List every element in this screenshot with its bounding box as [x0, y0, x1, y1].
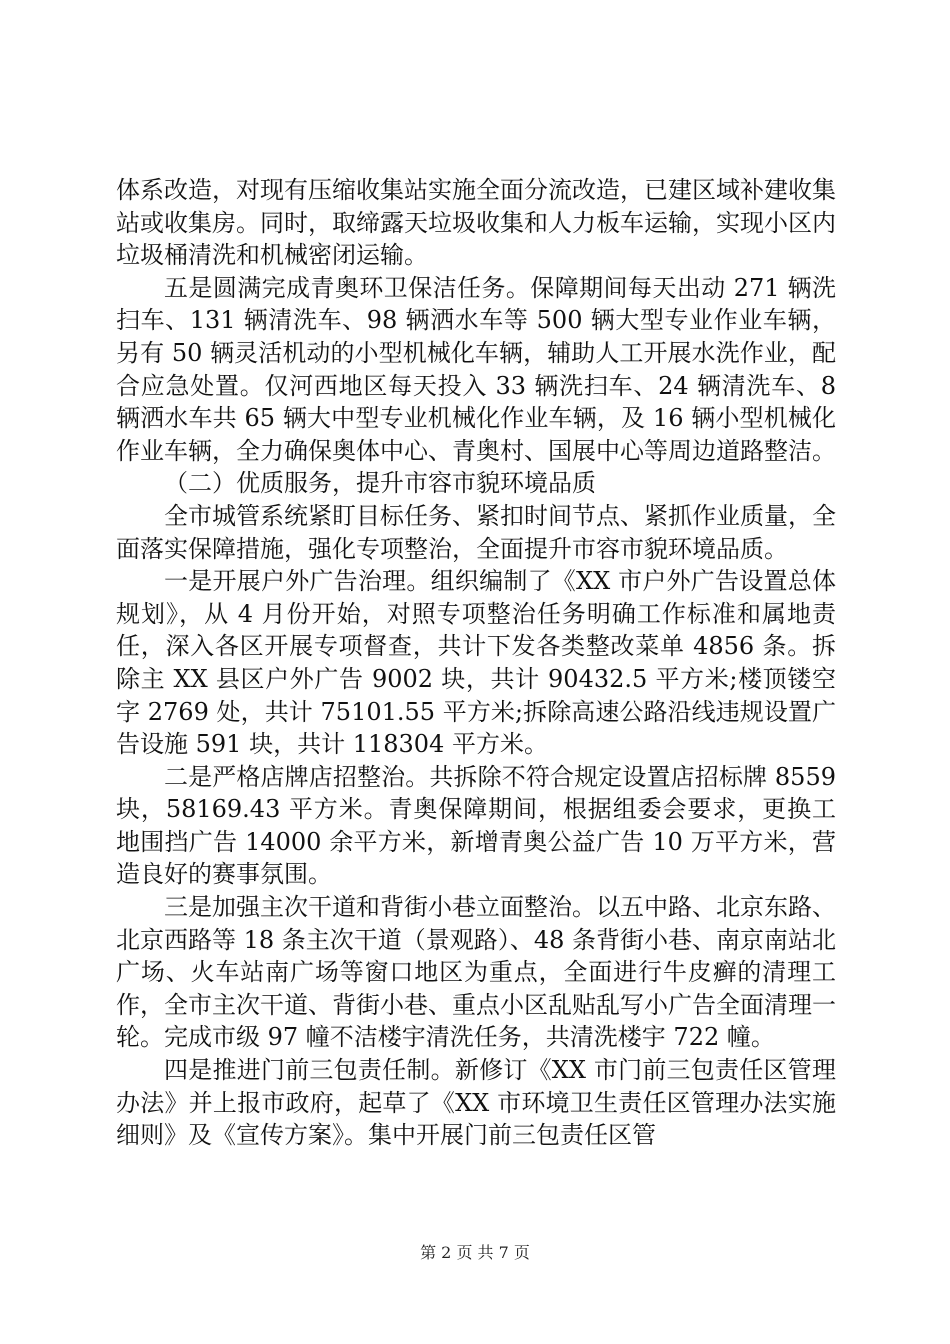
paragraph-2: 五是圆满完成青奥环卫保洁任务。保障期间每天出动 271 辆洗扫车、131 辆清洗车、98 辆洒水车等 500 辆大型专业作业车辆，另有 50 辆灵活机动的小型机械化车辆，辅助人工开展水洗作业，配合应急处置。仅河西地区每天投入 33 辆洗扫车、24 辆清洗车、8 辆洒水车共 65 辆大中型专业机械化作业车辆，及 16 辆小型机械化作业车辆，全力确保奥体中心、青奥村、国展中心等周边道路整洁。 [116, 273, 836, 465]
page-number-footer: 第 2 页 共 7 页 [420, 1243, 530, 1262]
document-body [116, 174, 836, 1152]
paragraph-6: 二是严格店牌店招整治。共拆除不符合规定设置店招标牌 8559 块，58169.43 平方米。青奥保障期间，根据组委会要求，更换工地围挡广告 14000 余平方米，新增青奥公益广告 10 万平方米，营造良好的赛事氛围。 [116, 762, 836, 889]
section-heading: （二）优质服务，提升市容市貌环境品质 [164, 469, 596, 498]
paragraph-8: 四是推进门前三包责任制。新修订《XX 市门前三包责任区管理办法》并上报市政府，起草了《XX 市环境卫生责任区管理办法实施细则》及《宣传方案》。集中开展门前三包责任区管 [116, 1056, 836, 1150]
paragraph-4: 全市城管系统紧盯目标任务、紧扣时间节点、紧抓作业质量，全面落实保障措施，强化专项整治，全面提升市容市貌环境品质。 [116, 501, 836, 563]
paragraph-7: 三是加强主次干道和背街小巷立面整治。以五中路、北京东路、北京西路等 18 条主次干道（景观路）、48 条背街小巷、南京南站北广场、火车站南广场等窗口地区为重点，全面进行牛皮癣的清理工作，全市主次干道、背街小巷、重点小区乱贴乱写小广告全面清理一轮。完成市级 97 幢不洁楼宇清洗任务，共清洗楼宇 722 幢。 [116, 893, 836, 1052]
paragraph-1: 体系改造，对现有压缩收集站实施全面分流改造，已建区域补建收集站或收集房。同时，取缔露天垃圾收集和人力板车运输，实现小区内垃圾桶清洗和机械密闭运输。 [116, 176, 836, 270]
paragraph-5: 一是开展户外广告治理。组织编制了《XX 市户外广告设置总体规划》，从 4 月份开始，对照专项整治任务明确工作标准和属地责任，深入各区开展专项督查，共计下发各类整改菜单 4856 条。拆除主 XX 县区户外广告 9002 块，共计 90432.5 平方米;楼顶镂空字 2769 处，共计 75101.55 平方米;拆除高速公路沿线违规设置广告设施 591 块，共计 118304 平方米。 [116, 567, 836, 759]
